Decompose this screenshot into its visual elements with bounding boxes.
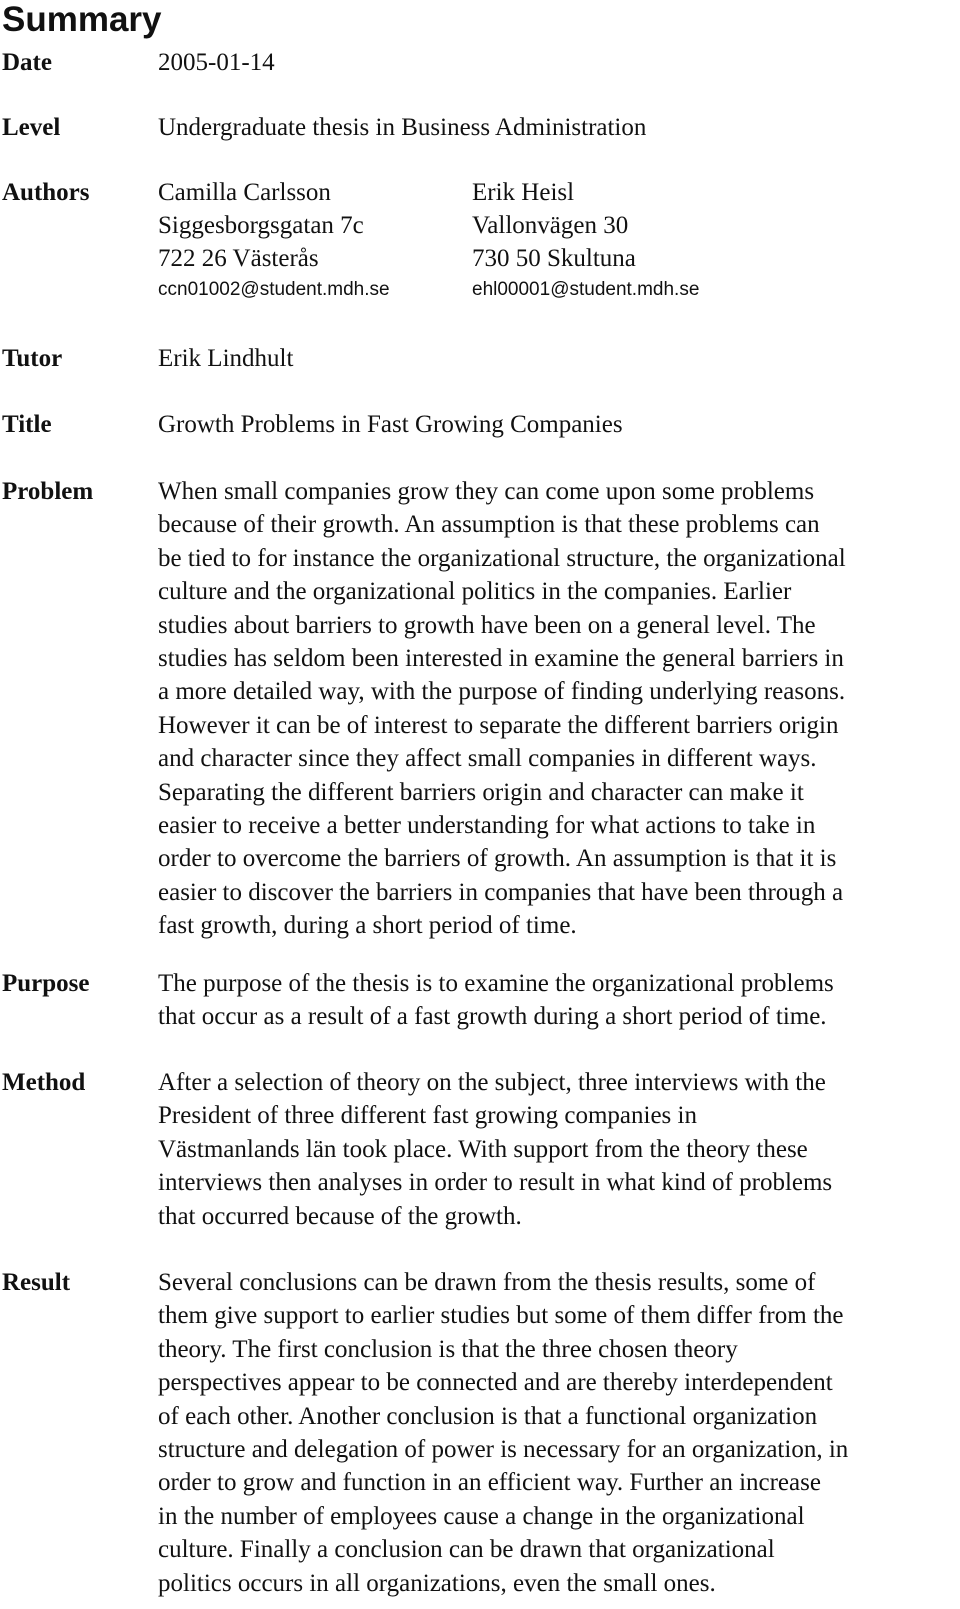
purpose-text <box>158 967 958 1034</box>
result-line: theory. The first conclusion is that the three chosen theory <box>158 1335 738 1363</box>
problem-line: culture and the organizational politics in the companies. Earlier <box>158 578 792 606</box>
method-line: After a selection of theory on the subject, three interviews with the <box>158 1069 826 1096</box>
purpose-line: The purpose of the thesis is to examine the organizational problems <box>158 970 834 997</box>
problem-line: easier to receive a better understanding for what actions to take in <box>158 812 816 840</box>
problem-line: studies has seldom been interested in examine the general barriers in <box>158 645 844 673</box>
problem-line: fast growth, during a short period of time. <box>158 912 577 940</box>
problem-line: However it can be of interest to separate the different barriers origin <box>158 711 839 739</box>
date-value: 2005-01-14 <box>158 49 275 76</box>
method-line: interviews then analyses in order to result in what kind of problems <box>158 1169 833 1197</box>
result-line: Several conclusions can be drawn from the thesis results, some of <box>158 1269 816 1296</box>
problem-text <box>158 475 958 943</box>
author-block-2 <box>472 176 699 305</box>
method-line: that occurred because of the growth. <box>158 1202 522 1230</box>
method-line: President of three different fast growing companies in <box>158 1102 697 1130</box>
result-line: order to grow and function in an efficient way. Further an increase <box>158 1469 821 1497</box>
purpose-label: Purpose <box>2 970 90 997</box>
date-label: Date <box>2 49 52 76</box>
result-label: Result <box>2 1269 71 1296</box>
result-line: in the number of employees cause a change in the organizational <box>158 1502 805 1530</box>
problem-line: Separating the different barriers origin and character can make it <box>158 778 804 806</box>
tutor-label: Tutor <box>2 345 63 372</box>
problem-line: studies about barriers to growth have been on a general level. The <box>158 611 816 639</box>
problem-line: be tied to for instance the organizational structure, the organizational <box>158 544 846 572</box>
author-street: Siggesborgsgatan 7c <box>158 212 364 239</box>
level-label: Level <box>2 114 61 141</box>
result-line: structure and delegation of power is necessary for an organization, in <box>158 1436 849 1464</box>
purpose-line: that occur as a result of a fast growth during a short period of time. <box>158 1003 827 1031</box>
author-email: ehl00001@student.mdh.se <box>472 279 700 300</box>
page-title: Summary <box>2 0 162 39</box>
problem-line: When small companies grow they can come upon some problems <box>158 478 815 505</box>
problem-line: a more detailed way, with the purpose of finding underlying reasons. <box>158 678 846 706</box>
problem-line: because of their growth. An assumption is that these problems can <box>158 511 820 539</box>
author-block-1 <box>158 176 390 305</box>
problem-line: and character since they affect small companies in different ways. <box>158 745 817 773</box>
level-value: Undergraduate thesis in Business Administration <box>158 114 647 141</box>
title-label: Title <box>2 411 52 438</box>
result-line: perspectives appear to be connected and are thereby interdependent <box>158 1369 833 1397</box>
problem-label: Problem <box>2 478 94 505</box>
tutor-value: Erik Lindhult <box>158 345 294 372</box>
problem-line: order to overcome the barriers of growth. An assumption is that it is <box>158 845 837 873</box>
author-city: 730 50 Skultuna <box>472 245 636 272</box>
result-line: them give support to earlier studies but some of them differ from the <box>158 1302 844 1330</box>
result-line: culture. Finally a conclusion can be drawn that organizational <box>158 1536 775 1564</box>
problem-line: easier to discover the barriers in companies that have been through a <box>158 878 844 906</box>
author-name: Camilla Carlsson <box>158 179 331 206</box>
title-value: Growth Problems in Fast Growing Companies <box>158 411 623 438</box>
author-street: Vallonvägen 30 <box>472 212 629 239</box>
author-city: 722 26 Västerås <box>158 245 319 272</box>
authors-label: Authors <box>2 179 90 206</box>
author-name: Erik Heisl <box>472 179 575 206</box>
result-line: of each other. Another conclusion is that a functional organization <box>158 1402 818 1430</box>
result-text <box>158 1266 958 1600</box>
method-line: Västmanlands län took place. With support from the theory these <box>158 1135 808 1163</box>
author-email: ccn01002@student.mdh.se <box>158 279 390 300</box>
method-text <box>158 1066 958 1233</box>
method-label: Method <box>2 1069 86 1096</box>
result-line: politics occurs in all organizations, even the small ones. <box>158 1569 716 1597</box>
